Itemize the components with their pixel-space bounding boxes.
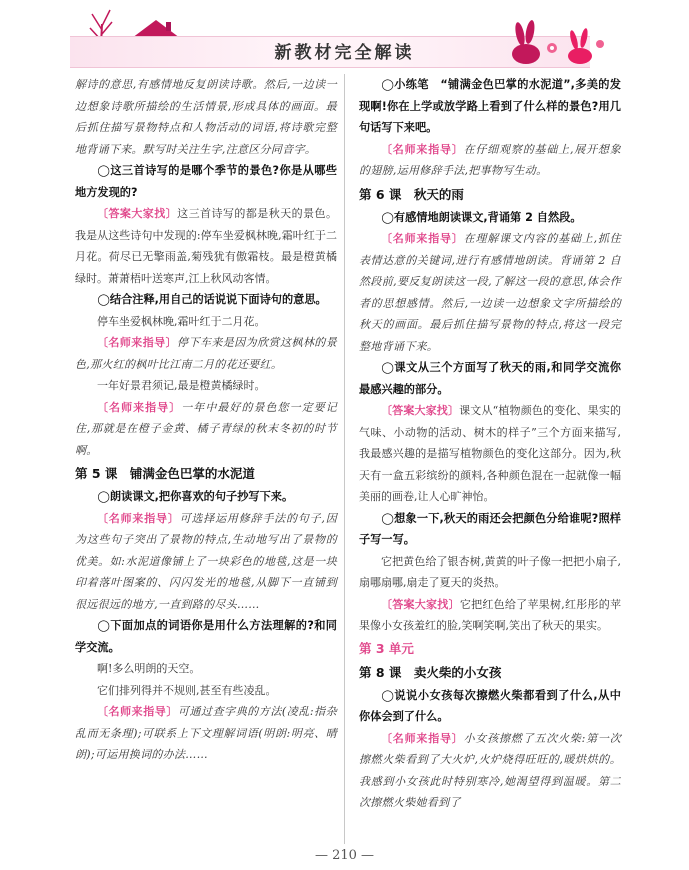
guidance-text: 在仔细观察的基础上,展开想象的翅膀,运用修辞手法,把事物写生动。 xyxy=(359,142,621,177)
answer-label: 〔答案大家找〕 xyxy=(97,207,178,220)
guidance-verse-1 xyxy=(75,332,337,375)
answer-text: 它把红色给了苹果树,红彤彤的苹果像小女孩羞红的脸,笑啊笑啊,笑出了秋天的果实。 xyxy=(359,597,622,632)
question-imagine-colors: ◯想象一下,秋天的雨还会把颜色分给谁呢?照样子写一写。 xyxy=(359,511,621,546)
guidance-label: 〔名师来指导〕 xyxy=(97,705,178,718)
guidance-copy-sentences xyxy=(75,508,337,616)
guidance-matches xyxy=(359,728,621,814)
answer-text: 这三首诗写的都是秋天的景色。我是从这些诗句中发现的:停车坐爱枫林晚,霜叶红于二月花。荷尽已无擎雨盖,菊残犹有傲霜枝。最是橙黄橘绿时。萧萧梧叶送寒声,江上秋风动客情。 xyxy=(75,207,338,285)
guidance-writing-practice xyxy=(359,139,621,182)
guidance-recite xyxy=(359,228,621,357)
paragraph-guidance-continued: 解诗的意思,有感情地反复朗读诗歌。然后,一边读一边想象诗歌所描绘的生活情景,形成具体的画面。最后抓住描写景物特点和人物活动的词语,将诗歌完整地背诵下来。默写时关注生字,注意区分同音字。 xyxy=(75,78,337,156)
guidance-text: 可选择运用修辞手法的句子,因为这些句子突出了景物的特点,生动地写出了景物的优美。如:水泥道像铺上了一块彩色的地毯,这是一块印着落叶图案的、闪闪发光的地毯,从脚下一直铺到很远很远的地方,一直到路的尽头…… xyxy=(75,511,337,611)
answer-three-aspects xyxy=(359,400,621,508)
guidance-label: 〔名师来指导〕 xyxy=(97,400,182,414)
guidance-label: 〔名师来指导〕 xyxy=(97,511,180,525)
guidance-text: 一年中最好的景色您一定要记住,那就是在橙子金黄、橘子青绿的秋末冬初的时节啊。 xyxy=(75,400,337,457)
verse-line: 一年好景君须记,最是橙黄橘绿时。 xyxy=(97,379,266,392)
question-matches: ◯说说小女孩每次擦燃火柴都看到了什么,从中你体会到了什么。 xyxy=(359,688,621,723)
answer-label: 〔答案大家找〕 xyxy=(381,597,460,611)
answer-label: 〔答案大家找〕 xyxy=(381,404,460,417)
right-column xyxy=(359,74,621,814)
page-title: 新教材完全解读 xyxy=(274,43,415,63)
answer-text: 课文从“植物颜色的变化、果实的气味、小动物的活动、树木的样子”三个方面来描写,我最感兴趣的是描写植物颜色的变化这部分。因为,秋天有一盒五彩缤纷的颜料,各种颜色混在一起就像一幅美丽的画卷,让人心旷神怡。 xyxy=(359,404,621,503)
question-word-methods: ◯下面加点的词语你是用什么方法理解的?和同学交流。 xyxy=(75,619,337,654)
decorative-rabbit-illustration xyxy=(500,18,610,68)
guidance-verse-2 xyxy=(75,397,337,462)
question-writing-practice: ◯小练笔 “铺满金色巴掌的水泥道”,多美的发现啊!你在上学或放学路上看到了什么样的景色?用几句话写下来吧。 xyxy=(359,78,621,134)
guidance-text: 在理解课文内容的基础上,抓住表情达意的关键词,进行有感情地朗读。背诵第 2 自然段前,要反复朗读这一段,了解这一段的意思,体会作者的思想感情。然后,一边读一边想象文字所描绘的秋天的画面。最后抓住描写景物的特点,将这一段完整地背诵下来。 xyxy=(359,232,621,353)
rabbit-icon xyxy=(512,19,592,64)
guidance-label: 〔名师来指导〕 xyxy=(381,232,464,245)
lesson-heading: 第 8 课 卖火柴的小女孩 xyxy=(359,664,502,680)
sample-sentence: 它把黄色给了银杏树,黄黄的叶子像一把把小扇子,扇哪扇哪,扇走了夏天的炎热。 xyxy=(359,554,621,589)
answer-imagine-colors xyxy=(359,594,621,637)
guidance-text: 可通过查字典的方法(凌乱:指杂乱而无条理);可联系上下文理解词语(明朗:明亮、晴朗);可运用换词的办法…… xyxy=(75,705,337,761)
question-recite: ◯有感情地朗读课文,背诵第 2 自然段。 xyxy=(381,210,582,224)
guidance-word-methods xyxy=(75,701,337,766)
page-header xyxy=(0,0,689,68)
question-three-aspects: ◯课文从三个方面写了秋天的雨,和同学交流你最感兴趣的部分。 xyxy=(359,361,621,396)
left-column xyxy=(75,74,337,766)
page-number: — 210 — xyxy=(314,848,375,863)
question-paraphrase: ◯结合注释,用自己的话说说下面诗句的意思。 xyxy=(97,293,327,306)
guidance-label: 〔名师来指导〕 xyxy=(381,142,464,156)
example-sentence: 啊!多么明朗的天空。 xyxy=(97,662,201,675)
verse-line: 停车坐爱枫林晚,霜叶红于二月花。 xyxy=(97,314,266,328)
lesson-heading: 第 6 课 秋天的雨 xyxy=(359,186,464,202)
example-sentence: 它们排列得并不规则,甚至有些凌乱。 xyxy=(97,683,277,697)
question-season: ◯这三首诗写的是哪个季节的景色?你是从哪些地方发现的? xyxy=(75,164,337,199)
lesson-heading: 第 5 课 铺满金色巴掌的水泥道 xyxy=(75,466,255,481)
question-copy-sentences: ◯朗读课文,把你喜欢的句子抄写下来。 xyxy=(97,490,294,503)
guidance-text: 停下车来是因为欣赏这枫林的景色,那火红的枫叶比江南二月的花还要红。 xyxy=(75,336,337,371)
guidance-label: 〔名师来指导〕 xyxy=(381,731,464,745)
unit-heading: 第 3 单元 xyxy=(359,640,414,656)
guidance-label: 〔名师来指导〕 xyxy=(97,336,178,349)
answer-season xyxy=(75,203,337,289)
guidance-text: 小女孩擦燃了五次火柴:第一次擦燃火柴看到了大火炉,火炉烧得旺旺的,暖烘烘的。我感到小女孩此时特别寒冷,她渴望得到温暖。第二次擦燃火柴她看到了 xyxy=(359,731,622,809)
column-divider xyxy=(344,74,345,844)
